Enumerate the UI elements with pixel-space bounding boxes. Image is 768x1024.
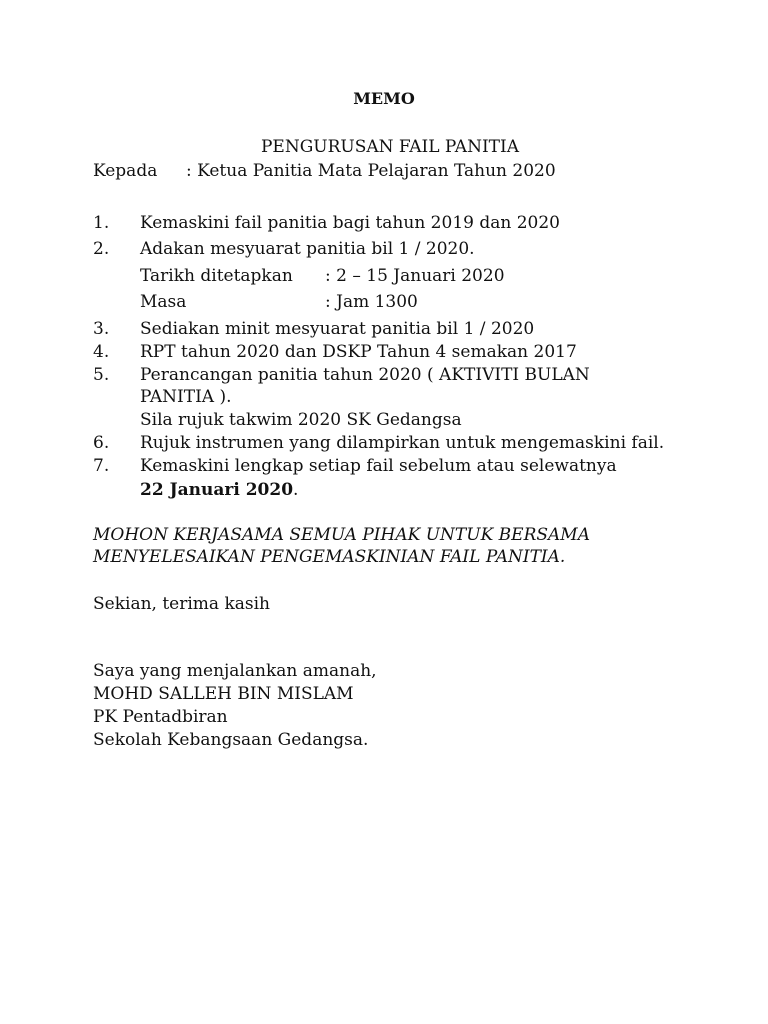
closing-text: Sekian, terima kasih: [93, 594, 270, 614]
item-number-2: 2.: [93, 239, 110, 259]
item-text-5-continuation: PANITIA ).: [140, 387, 232, 407]
meeting-date-value: : 2 – 15 Januari 2020: [325, 266, 505, 286]
item-note-5: Sila rujuk takwim 2020 SK Gedangsa: [140, 410, 462, 430]
item-number-1: 1.: [93, 213, 110, 233]
item-text-3: Sediakan minit mesyuarat panitia bil 1 / 2020: [140, 319, 535, 339]
meeting-time-value: : Jam 1300: [325, 292, 418, 312]
memo-subject: PENGURUSAN FAIL PANITIA: [260, 137, 520, 157]
signoff-position: PK Pentadbiran: [93, 707, 228, 727]
item-text-4: RPT tahun 2020 dan DSKP Tahun 4 semakan 2017: [140, 342, 577, 362]
item-text-6: Rujuk instrumen yang dilampirkan untuk mengemaskini fail.: [140, 433, 665, 453]
meeting-date-label: Tarikh ditetapkan: [140, 266, 293, 286]
deadline-suffix: .: [293, 480, 299, 500]
appeal-line-1: MOHON KERJASAMA SEMUA PIHAK UNTUK BERSAMA: [93, 525, 590, 545]
item-number-3: 3.: [93, 319, 110, 339]
signoff-school: Sekolah Kebangsaan Gedangsa.: [93, 730, 369, 750]
signoff-name: MOHD SALLEH BIN MISLAM: [93, 684, 354, 704]
item-text-5: Perancangan panitia tahun 2020 ( AKTIVITI BULAN: [140, 365, 590, 385]
meeting-time-label: Masa: [140, 292, 187, 312]
item-text-2: Adakan mesyuarat panitia bil 1 / 2020.: [140, 239, 475, 259]
item-text-1: Kemaskini fail panitia bagi tahun 2019 dan 2020: [140, 213, 560, 233]
signoff-line: Saya yang menjalankan amanah,: [93, 661, 377, 681]
deadline-line: [140, 479, 298, 501]
item-number-7: 7.: [93, 456, 110, 476]
appeal-line-2: MENYELESAIKAN PENGEMASKINIAN FAIL PANITIA.: [93, 547, 566, 567]
to-label: Kepada: [93, 161, 158, 181]
item-number-5: 5.: [93, 365, 110, 385]
item-number-6: 6.: [93, 433, 110, 453]
deadline-date: 22 Januari 2020: [140, 480, 294, 500]
to-value: : Ketua Panitia Mata Pelajaran Tahun 2020: [186, 161, 556, 181]
memo-title: MEMO: [353, 89, 415, 108]
item-number-4: 4.: [93, 342, 110, 362]
item-text-7: Kemaskini lengkap setiap fail sebelum atau selewatnya: [140, 456, 617, 476]
